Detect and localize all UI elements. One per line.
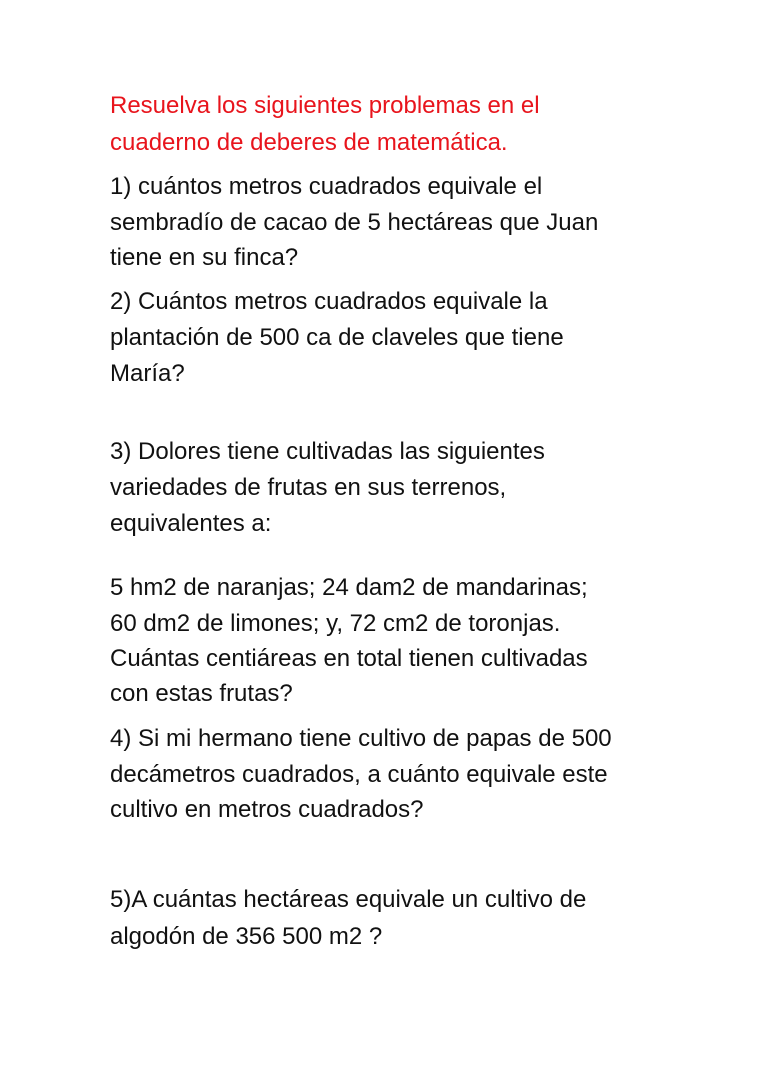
text-line: decámetros cuadrados, a cuánto equivale este [110, 761, 608, 788]
text-line: 4) Si mi hermano tiene cultivo de papas de 500 [110, 725, 612, 752]
text-line: algodón de 356 500 m2 ? [110, 923, 383, 950]
text-line: 2) Cuántos metros cuadrados equivale la [110, 288, 548, 315]
text-line: cultivo en metros cuadrados? [110, 796, 424, 823]
text-line: variedades de frutas en sus terrenos, [110, 474, 507, 501]
text-line: cuaderno de deberes de matemática. [110, 129, 508, 156]
text-line: con estas frutas? [110, 680, 293, 707]
text-line: equivalentes a: [110, 510, 272, 537]
text-line: 60 dm2 de limones; y, 72 cm2 de toronjas. [110, 610, 561, 637]
text-line: sembradío de cacao de 5 hectáreas que Juan [110, 209, 599, 236]
text-line: 3) Dolores tiene cultivadas las siguientes [110, 438, 545, 465]
text-line: Cuántas centiáreas en total tienen cultivadas [110, 645, 588, 672]
text-line: plantación de 500 ca de claveles que tiene [110, 324, 564, 351]
text-line: 5)A cuántas hectáreas equivale un cultivo de [110, 886, 587, 913]
text-line: 5 hm2 de naranjas; 24 dam2 de mandarinas; [110, 574, 588, 601]
text-line: 1) cuántos metros cuadrados equivale el [110, 173, 543, 200]
text-line: tiene en su finca? [110, 244, 299, 271]
text-line: Resuelva los siguientes problemas en el [110, 92, 540, 119]
text-line: María? [110, 360, 185, 387]
